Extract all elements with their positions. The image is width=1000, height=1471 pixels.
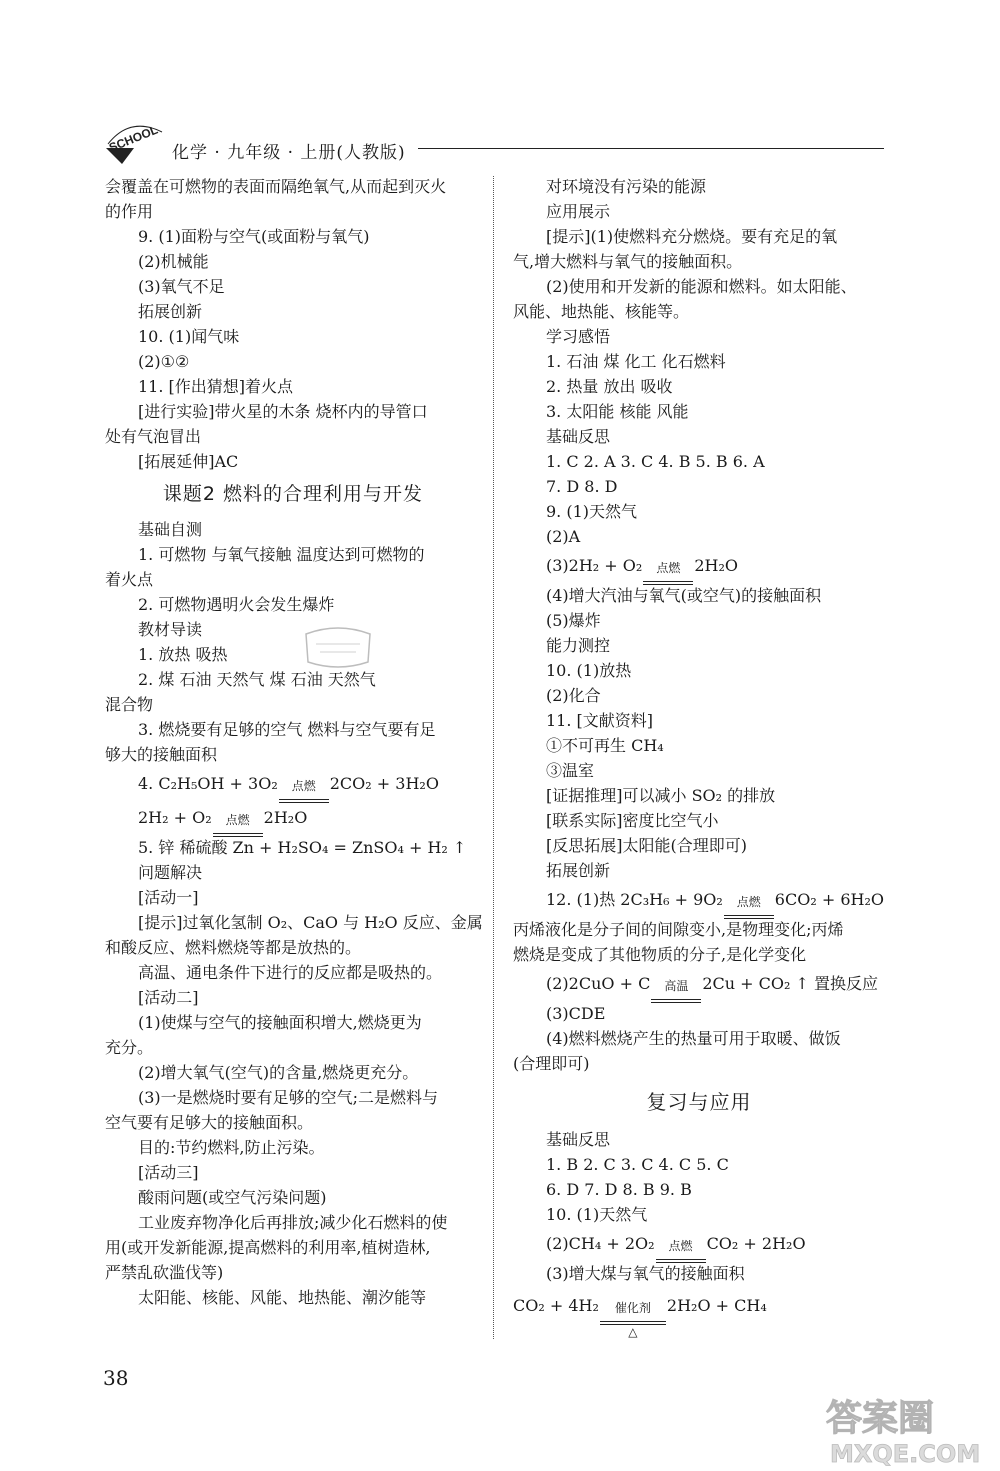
text-line: (3)氧气不足 [138,277,225,296]
text-line: (2)化合 [546,686,601,705]
text-line: 太阳能、核能、风能、地热能、潮汐能等 [138,1288,427,1307]
section-label: 应用展示 [546,202,611,221]
text-line: 11. [作出猜想]着火点 [138,377,294,396]
text-line: 2. 热量 放出 吸收 [546,377,673,396]
text-line: 10. (1)闻气味 [138,327,240,346]
answer-row: 1. C 2. A 3. C 4. B 5. B 6. A [546,452,765,471]
lesson-heading: 课题2 燃料的合理利用与开发 [162,483,424,505]
text-line: (2)使用和开发新的能源和燃料。如太阳能、 [546,277,857,296]
chemical-equation: 2H₂ + O₂ 点燃 2H₂O [105,801,481,835]
text-line: [反思拓展]太阳能(合理即可) [546,836,747,855]
section-label: 问题解决 [138,863,203,882]
section-label: 拓展创新 [138,302,203,321]
answer-row: 7. D 8. D [546,477,618,496]
text-line: (2)增大氧气(空气)的含量,燃烧更充分。 [138,1063,419,1082]
stamp-graphic [298,622,378,672]
answer-row: 1. B 2. C 3. C 4. C 5. C [546,1155,729,1174]
text-line: 的作用 [105,202,154,221]
section-label: 学习感悟 [546,327,611,346]
text-line: (3)增大煤与氧气的接触面积 [546,1264,745,1283]
section-label: 基础自测 [138,520,203,539]
text-line: 够大的接触面积 [105,745,218,764]
text-line: 2. 煤 石油 天然气 煤 石油 天然气 [138,670,376,689]
section-label: 拓展创新 [546,861,611,880]
text-line: [活动一] [138,888,199,907]
text-line: (2)机械能 [138,252,209,271]
text-line: [提示](1)使燃料充分燃烧。要有充足的氧 [546,227,838,246]
text-line: [进行实验]带火星的木条 烧杯内的导管口 [138,402,428,421]
text-line: (2)A [546,527,581,546]
logo-text: SCHOOL [106,122,160,155]
text-line: 燃烧是变成了其他物质的分子,是化学变化 [513,945,807,964]
text-line: 3. 燃烧要有足够的空气 燃料与空气要有足 [138,720,436,739]
right-column [513,174,885,1339]
text-line: (合理即可) [513,1054,590,1073]
text-line: 对环境没有污染的能源 [546,177,707,196]
text-line: 9. (1)面粉与空气(或面粉与氧气) [138,227,370,246]
section-label: 能力测控 [546,636,611,655]
header-title: 化学 · 九年级 · 上册(人教版) [172,143,406,163]
chemical-equation: (2)CH₄ + 2O₂ 点燃 CO₂ + 2H₂O [513,1227,885,1261]
text-line: 10. (1)天然气 [546,1205,648,1224]
text-line: 1. 石油 煤 化工 化石燃料 [546,352,726,371]
watermark-text: 答案圈 [826,1398,935,1439]
text-line: ③温室 [546,761,595,780]
school-logo-icon [100,118,170,170]
page-header [100,118,890,168]
text-line: (2)①② [138,352,190,371]
text-line: 5. 锌 稀硫酸 Zn + H₂SO₄ = ZnSO₄ + H₂ ↑ [138,838,467,857]
text-line: 工业废弃物净化后再排放;减少化石燃料的使 [138,1213,448,1232]
watermark-url: MXQE.COM [830,1440,981,1468]
text-line: [联系实际]密度比空气小 [546,811,719,830]
text-line: 1. 放热 吸热 [138,645,228,664]
text-line: 混合物 [105,695,154,714]
text-line: 会覆盖在可燃物的表面而隔绝氧气,从而起到灭火 [105,177,447,196]
answer-row: 6. D 7. D 8. B 9. B [546,1180,692,1199]
text-line: 目的:节约燃料,防止污染。 [138,1138,325,1157]
text-line: (3)CDE [546,1004,606,1023]
text-line: 10. (1)放热 [546,661,632,680]
chemical-equation: (2)2CuO + C 高温 2Cu + CO₂ ↑ 置换反应 [513,967,885,1001]
text-line: 严禁乱砍滥伐等) [105,1263,224,1282]
text-line: [证据推理]可以减小 SO₂ 的排放 [546,786,776,805]
section-label: 基础反思 [546,1130,611,1149]
section-heading: 复习与应用 [646,1090,752,1114]
text-line: 丙烯液化是分子间的间隙变小,是物理变化;丙烯 [513,920,844,939]
chemical-equation: 4. C₂H₅OH + 3O₂ 点燃 2CO₂ + 3H₂O [105,767,481,801]
text-line: 着火点 [105,570,154,589]
left-column [105,174,481,1310]
text-line: 和酸反应、燃料燃烧等都是放热的。 [105,938,362,957]
text-line: (1)使煤与空气的接触面积增大,燃烧更为 [138,1013,422,1032]
text-line: (5)爆炸 [546,611,601,630]
text-line: 1. 可燃物 与氧气接触 温度达到可燃物的 [138,545,425,564]
text-line: 处有气泡冒出 [105,427,202,446]
watermark-logo [820,1388,990,1468]
chemical-equation: (3)2H₂ + O₂ 点燃 2H₂O [513,549,885,583]
text-line: 11. [文献资料] [546,711,654,730]
text-line: 2. 可燃物遇明火会发生爆炸 [138,595,335,614]
chemical-equation: CO₂ + 4H₂ 催化剂 △ 2H₂O + CH₄ [513,1296,767,1339]
text-line: [活动三] [138,1163,199,1182]
text-line: 3. 太阳能 核能 风能 [546,402,689,421]
page-number: 38 [103,1366,129,1390]
column-divider [493,176,494,1339]
text-line: [拓展延伸]AC [138,452,239,471]
text-line: 充分。 [105,1038,154,1057]
section-label: 基础反思 [546,427,611,446]
chemical-equation: 12. (1)热 2C₃H₆ + 9O₂ 点燃 6CO₂ + 6H₂O [513,883,885,917]
text-line: 空气要有足够大的接触面积。 [105,1113,314,1132]
header-rule [418,148,884,149]
text-line: ①不可再生 CH₄ [546,736,664,755]
text-line: [提示]过氧化氢制 O₂、CaO 与 H₂O 反应、金属 [138,913,483,932]
text-line: 酸雨问题(或空气污染问题) [138,1188,327,1207]
text-line: 9. (1)天然气 [546,502,638,521]
text-line: 高温、通电条件下进行的反应都是吸热的。 [138,963,443,982]
text-line: 气,增大燃料与氧气的接触面积。 [513,252,743,271]
text-line: [活动二] [138,988,199,1007]
text-line: 用(或开发新能源,提高燃料的利用率,植树造林, [105,1238,431,1257]
text-line: (4)增大汽油与氧气(或空气)的接触面积 [546,586,822,605]
text-line: (3)一是燃烧时要有足够的空气;二是燃料与 [138,1088,439,1107]
section-label: 教材导读 [138,620,203,639]
text-line: 风能、地热能、核能等。 [513,302,690,321]
text-line: (4)燃料燃烧产生的热量可用于取暖、做饭 [546,1029,841,1048]
